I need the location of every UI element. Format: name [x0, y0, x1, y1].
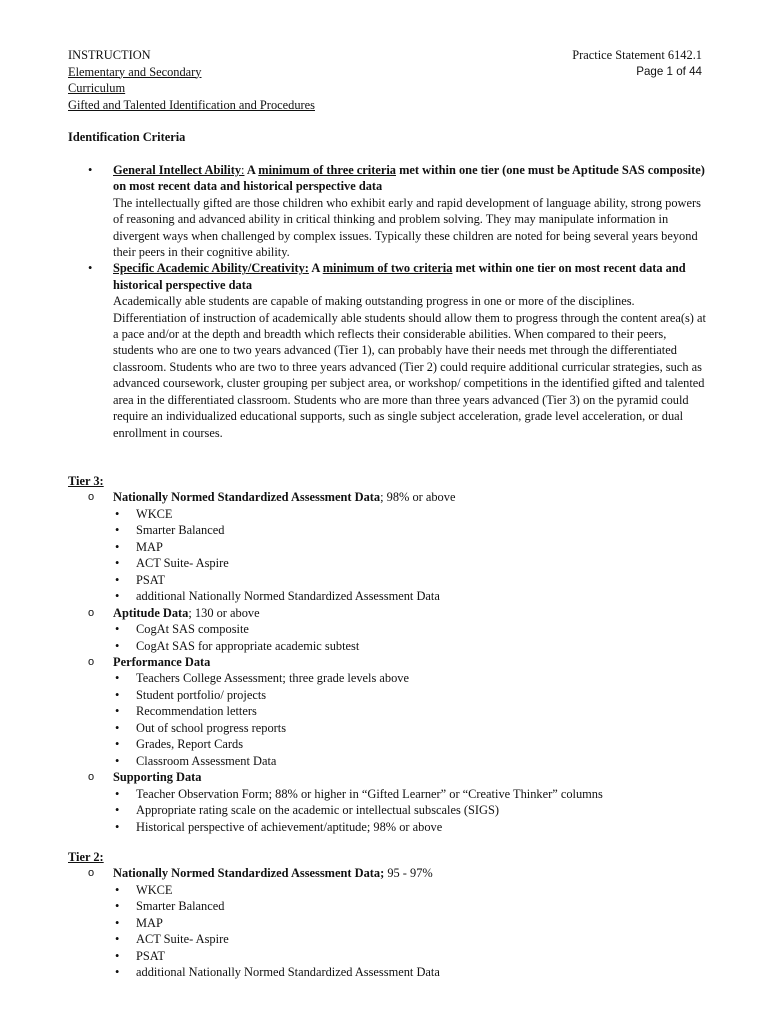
bullet-icon: • [115, 899, 120, 914]
bullet-icon: • [115, 556, 120, 571]
header-instruction: INSTRUCTION [68, 48, 151, 62]
group-name: Aptitude Data [113, 605, 189, 620]
group-suffix: ; 98% or above [380, 490, 456, 505]
bullet-icon: • [115, 819, 120, 834]
bullet-icon: • [115, 671, 120, 686]
header-topic: Gifted and Talented Identification and Procedures [68, 97, 315, 112]
circle-bullet-icon: o [88, 867, 95, 880]
header-curriculum: Curriculum [68, 81, 126, 96]
tier-label: Tier 2: [68, 850, 104, 864]
group-items [113, 506, 708, 605]
circle-bullet-icon: o [88, 606, 95, 619]
circle-bullet-icon: o [88, 491, 95, 504]
tier-group [68, 865, 708, 980]
list-item: • WKCE [115, 506, 173, 521]
criterion-lead-c: met within one tier (one must be Aptitude SAS composite) on most recent data and historical perspective data [113, 163, 705, 194]
list-item: • additional Nationally Normed Standardized Assessment Data [115, 965, 440, 980]
group-items [113, 786, 708, 835]
tier-label: Tier 3: [68, 474, 104, 488]
group-name: Supporting Data [113, 770, 202, 785]
list-item: • Smarter Balanced [115, 523, 225, 538]
group-items [113, 670, 708, 769]
tier-group [68, 605, 708, 654]
criterion-lead-c: met within one tier on most recent data and historical perspective data [113, 261, 686, 292]
group-items [113, 621, 708, 654]
bullet-icon: • [115, 965, 120, 980]
criterion-body: The intellectually gifted are those children who exhibit early and rapid development of language ability, strong powers of reasoning and advanced ability in critical thinking and problem solving. They may manipulate information in divergent ways when challenged by complex issues. Typically these children are noted for being several years beyond their peers in their cognitive ability. [113, 195, 701, 260]
bullet-icon: • [115, 572, 120, 587]
group-suffix: ; 130 or above [188, 605, 260, 620]
bullet-icon: • [115, 589, 120, 604]
list-item: • Grades, Report Cards [115, 737, 244, 752]
list-item: • Teachers College Assessment; three grade levels above [115, 671, 410, 686]
list-item: • ACT Suite- Aspire [115, 556, 229, 571]
circle-bullet-icon: o [88, 771, 95, 784]
criterion-title-sep: : [241, 163, 245, 177]
criterion-title: Specific Academic Ability/Creativity: [113, 261, 309, 276]
header-level: Elementary and Secondary [68, 64, 202, 79]
criterion-lead-a: A [308, 261, 323, 276]
criterion-specific-academic [68, 260, 708, 440]
list-item: • Smarter Balanced [115, 899, 225, 914]
bullet-icon: • [115, 539, 120, 554]
criterion-lead-b: minimum of two criteria [322, 261, 453, 276]
bullet-icon: • [115, 506, 120, 521]
tier-group [68, 769, 708, 835]
group-suffix: 95 - 97% [384, 866, 433, 881]
bullet-icon: • [115, 948, 120, 963]
bullet-icon: • [115, 803, 120, 818]
list-item: • MAP [115, 915, 163, 930]
list-item: • Teacher Observation Form; 88% or higher in “Gifted Learner” or “Creative Thinker” columns [115, 786, 603, 801]
bullet-icon: • [115, 687, 120, 702]
bullet-icon: • [115, 638, 120, 653]
criterion-body: Academically able students are capable of making outstanding progress in one or more of the disciplines. Differentiation of instruction of academically able students should allow them to progress through the content area(s) at a pace and/or at the depth and breadth which reflects their considerable abilities. When compared to their peers, students who are one to two years advanced (Tier 1), can probably have their needs met through the differentiated classroom. Students who are two to three years advanced (Tier 2) could require additional curricular strategies, such as advanced coursework, cluster grouping per subject area, or workshop/ competitions in the identified gifted and talented area in the differentiated classroom. Students who are more than three years advanced (Tier 3) on the pyramid could require an individualized educational supports, such as single subject acceleration, grade level acceleration, or dual enrollment in courses. [113, 294, 706, 440]
bullet-icon: • [115, 622, 120, 637]
group-items [113, 882, 708, 981]
tier-group [68, 654, 708, 769]
list-item: • additional Nationally Normed Standardized Assessment Data [115, 589, 440, 604]
tier-group [68, 489, 708, 604]
bullet-icon: • [115, 753, 120, 768]
header-right [572, 47, 702, 80]
list-item: • Classroom Assessment Data [115, 753, 277, 768]
list-item: • Historical perspective of achievement/aptitude; 98% or above [115, 819, 443, 834]
header-left [68, 47, 315, 113]
list-item: • Appropriate rating scale on the academic or intellectual subscales (SIGS) [115, 803, 499, 818]
list-item: • WKCE [115, 882, 173, 897]
group-name: Nationally Normed Standardized Assessment Data [113, 490, 381, 505]
list-item: • CogAt SAS for appropriate academic subtest [115, 638, 360, 653]
list-item: • Student portfolio/ projects [115, 687, 267, 702]
bullet-icon: • [115, 720, 120, 735]
tier-3-section [68, 473, 708, 835]
group-name: Nationally Normed Standardized Assessment Data; [113, 866, 385, 881]
page-number: Page 1 of 44 [636, 64, 702, 78]
list-item: • PSAT [115, 572, 165, 587]
list-item: • Out of school progress reports [115, 720, 287, 735]
tier-2-section [68, 849, 708, 981]
group-name: Performance Data [113, 654, 211, 669]
list-item: • Recommendation letters [115, 704, 257, 719]
section-title: Identification Criteria [68, 130, 186, 144]
bullet-icon: • [88, 163, 93, 177]
bullet-icon: • [115, 523, 120, 538]
criterion-title: General Intellect Ability [113, 163, 242, 177]
practice-statement: Practice Statement 6142.1 [572, 48, 702, 62]
criterion-lead-b: minimum of three criteria [258, 163, 396, 177]
bullet-icon: • [115, 915, 120, 930]
bullet-icon: • [115, 704, 120, 719]
bullet-icon: • [115, 882, 120, 897]
criteria-list [68, 162, 708, 441]
list-item: • ACT Suite- Aspire [115, 932, 229, 947]
list-item: • MAP [115, 539, 163, 554]
bullet-icon: • [88, 261, 93, 276]
bullet-icon: • [115, 737, 120, 752]
list-item: • CogAt SAS composite [115, 622, 249, 637]
criterion-general-intellect [68, 162, 708, 260]
circle-bullet-icon: o [88, 655, 95, 668]
list-item: • PSAT [115, 948, 165, 963]
criterion-lead-a: A [244, 163, 259, 177]
bullet-icon: • [115, 786, 120, 801]
bullet-icon: • [115, 932, 120, 947]
